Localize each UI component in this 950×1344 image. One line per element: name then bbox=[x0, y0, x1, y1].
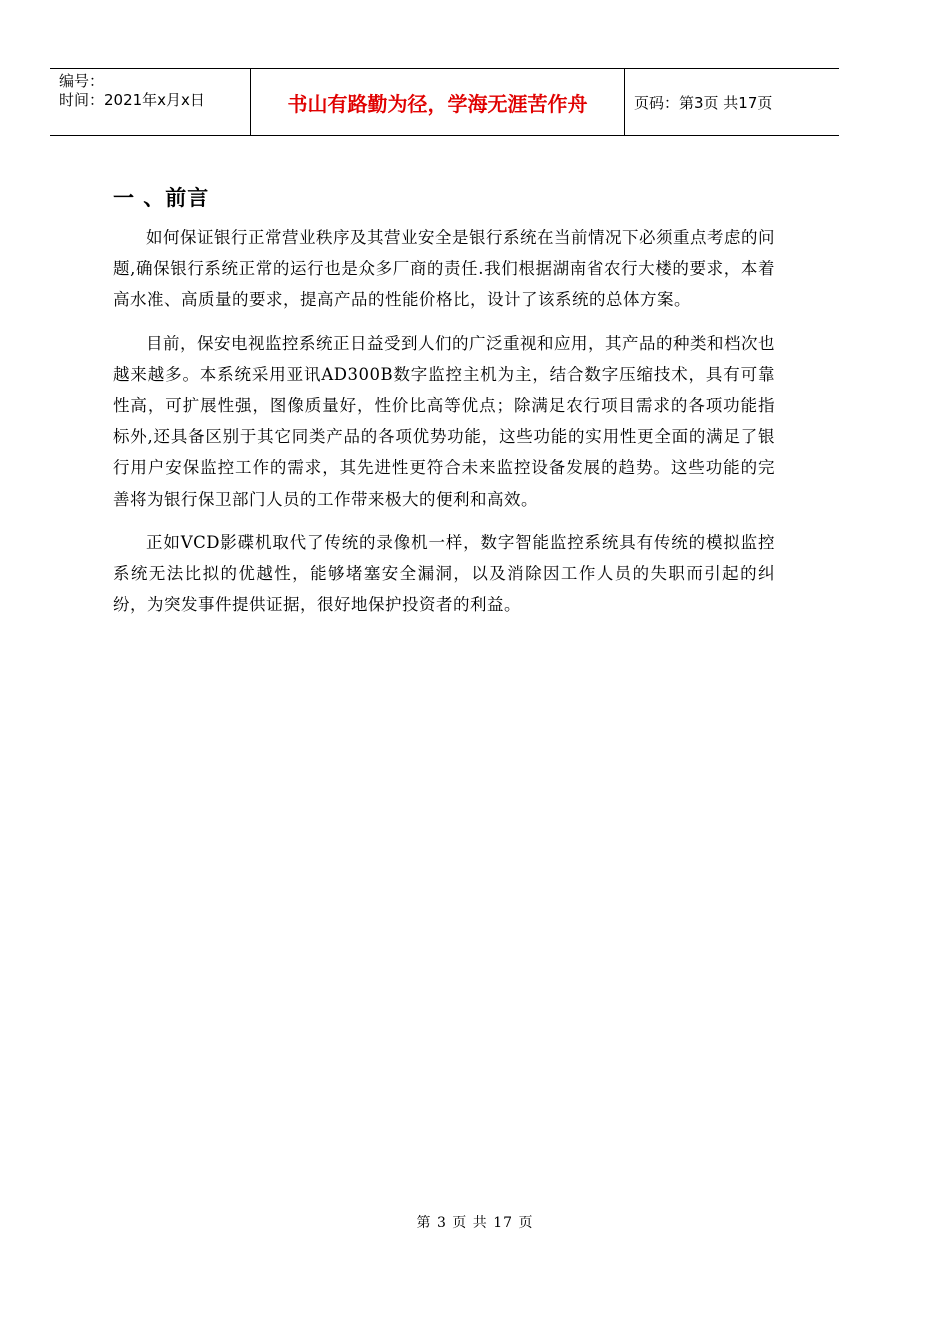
page-footer: 第 3 页 共 17 页 bbox=[416, 1215, 534, 1231]
section-heading: 一 、前言 bbox=[113, 186, 210, 210]
header-meta-cell bbox=[50, 69, 251, 135]
paragraph: 目前，保安电视监控系统正日益受到人们的广泛重视和应用，其产品的种类和档次也越来越多。本系统采用亚讯AD300B数字监控主机为主，结合数字压缩技术，具有可靠性高，可扩展性强，图像质量好，性价比高等优点；除满足农行项目需求的各项功能指标外,还具备区别于其它同类产品的各项优势功能，这些功能的实用性更全面的满足了银行用户安保监控工作的需求，其先进性更符合未来监控设备发展的趋势。这些功能的完善将为银行保卫部门人员的工作带来极大的便利和高效。 bbox=[113, 333, 775, 509]
header-page-cell bbox=[625, 69, 839, 135]
header-motto: 书山有路勤为径，学海无涯苦作舟 bbox=[287, 91, 588, 116]
paragraph: 正如VCD影碟机取代了传统的录像机一样，数字智能监控系统具有传统的模拟监控系统无法比拟的优越性，能够堵塞安全漏洞，以及消除因工作人员的失职而引起的纠纷，为突发事件提供证据，很好地保护投资者的利益。 bbox=[113, 532, 775, 615]
section-body bbox=[113, 222, 775, 632]
document-date-label: 时间：2021年x月x日 bbox=[59, 91, 205, 109]
header-page-number: 页码：第3页 共17页 bbox=[634, 93, 773, 112]
page-header bbox=[50, 68, 839, 136]
paragraph: 如何保证银行正常营业秩序及其营业安全是银行系统在当前情况下必须重点考虑的问题,确保银行系统正常的运行也是众多厂商的责任.我们根据湖南省农行大楼的要求，本着高水准、高质量的要求，提高产品的性能价格比，设计了该系统的总体方案。 bbox=[113, 228, 775, 310]
document-number-label: 编号： bbox=[59, 72, 105, 90]
header-motto-cell bbox=[251, 69, 625, 135]
